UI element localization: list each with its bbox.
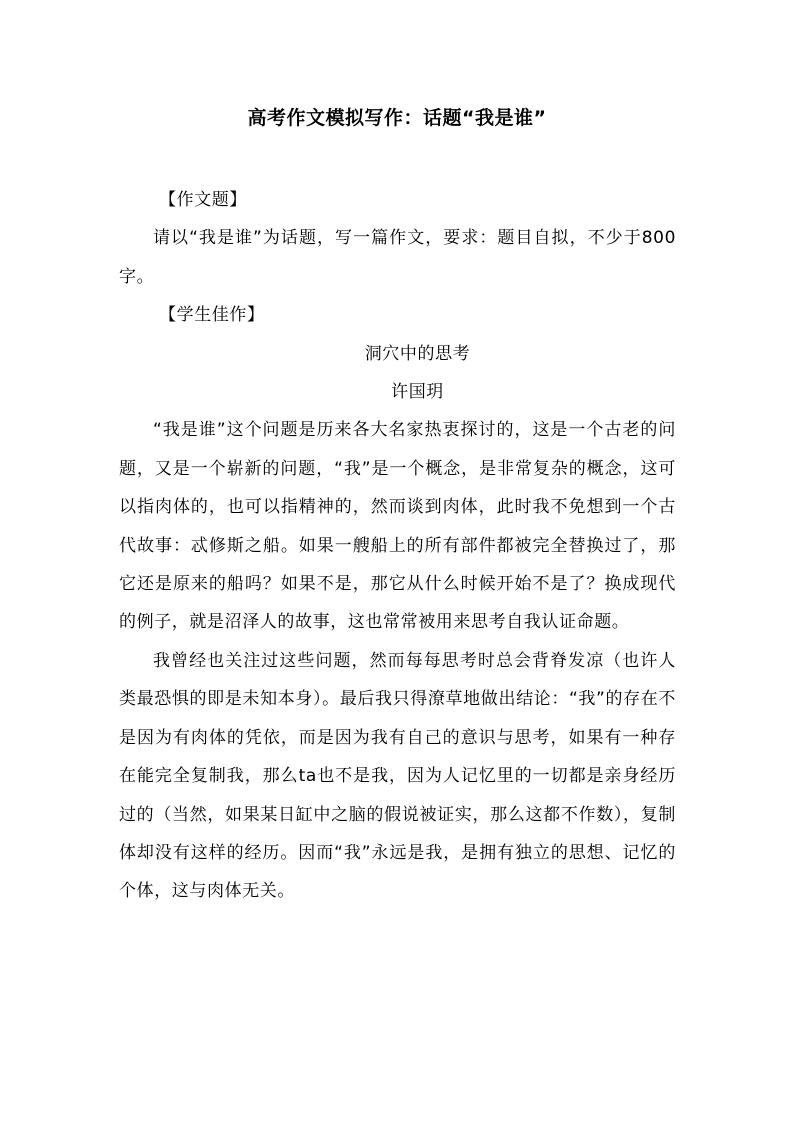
prompt-text: 请以“我是谁”为话题，写一篇作文，要求：题目自拟，不少于800字。 — [119, 228, 676, 287]
essay-paragraph: “我是谁”这个问题是历来各大名家热衷探讨的，这是一个古老的问题，又是一个崭新的问题，“我”是一个概念，是非常复杂的概念，这可以指肉体的，也可以指精神的，然而谈到肉体，此时我不免想到一个古代故事：忒修斯之船。如果一艘船上的所有部件都被完全替换过了，那它还是原来的船吗？如果不是，那它从什么时候开始不是了？换成现代的例子，就是沼泽人的故事，这也常常被用来思考自我认证命题。 — [119, 420, 676, 633]
prompt-section-label: 【作文题】 — [159, 190, 247, 210]
essay-title: 洞穴中的思考 — [364, 343, 471, 364]
document-body — [119, 181, 676, 911]
sample-section-label: 【学生佳作】 — [159, 305, 265, 326]
document-title: 高考作文模拟写作：话题“我是谁” — [247, 107, 547, 129]
essay-author: 许国玥 — [391, 382, 444, 403]
essay-paragraph: 我曾经也关注过这些问题，然而每每思考时总会背脊发凉（也许人类最恐惧的即是未知本身）。最后我只得潦草地做出结论：“我”的存在不是因为有肉体的凭依，而是因为我有自己的意识与思考，如果有一种存在能完全复制我，那么ta也不是我，因为人记忆里的一切都是亲身经历过的（当然，如果某日缸中之脑的假说被证实，那么这都不作数），复制体却没有这样的经历。因而“我”永远是我，是拥有独立的思想、记忆的个体，这与肉体无关。 — [119, 650, 676, 902]
